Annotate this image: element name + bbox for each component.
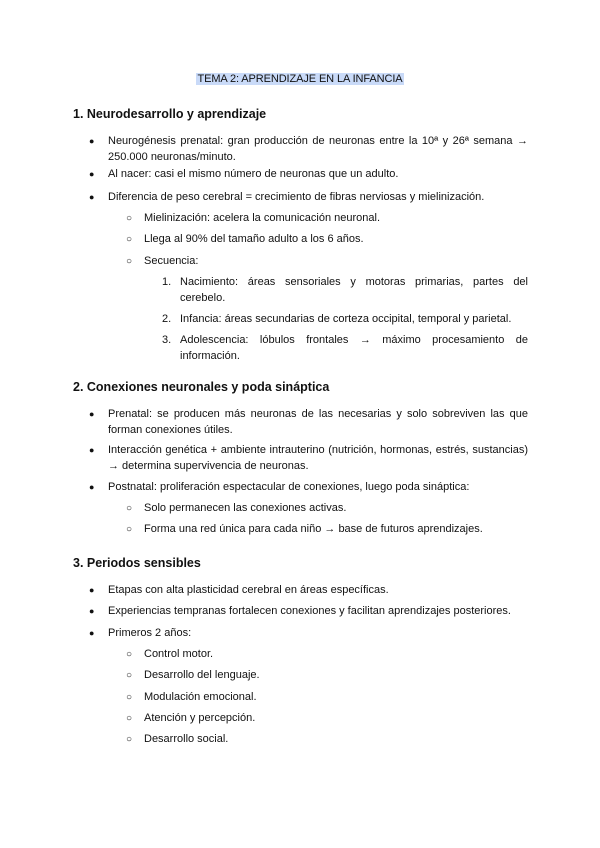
circle-marker: ○ <box>126 670 133 681</box>
section-1-heading: 1. Neurodesarrollo y aprendizaje <box>73 107 267 121</box>
circle-marker: ○ <box>126 713 133 724</box>
list-item: Al nacer: casi el mismo número de neuronas que un adulto. <box>108 168 399 180</box>
list-item: Control motor. <box>144 648 214 660</box>
list-number: 3. <box>162 334 172 346</box>
bullet-marker: ● <box>89 445 95 455</box>
bullet-marker: ● <box>89 482 95 492</box>
list-item: Diferencia de peso cerebral = crecimiento de fibras nerviosas y mielinización. <box>108 191 485 203</box>
circle-marker: ○ <box>126 213 133 224</box>
list-number: 1. <box>162 276 172 288</box>
list-item: Modulación emocional. <box>144 691 257 703</box>
bullet-marker: ● <box>89 136 95 146</box>
list-item: Llega al 90% del tamaño adulto a los 6 años. <box>144 233 364 245</box>
bullet-marker: ● <box>89 606 95 616</box>
circle-marker: ○ <box>126 234 133 245</box>
circle-marker: ○ <box>126 692 133 703</box>
list-item: Secuencia: <box>144 255 199 267</box>
list-item: Atención y percepción. <box>144 712 256 724</box>
list-item: Prenatal: se producen más neuronas de las necesarias y solo sobreviven las que forman conexiones útiles. <box>108 408 528 436</box>
page-title <box>0 72 600 88</box>
circle-marker: ○ <box>126 734 133 745</box>
list-item: Nacimiento: áreas sensoriales y motoras primarias, partes del cerebelo. <box>180 276 528 304</box>
circle-marker: ○ <box>126 524 133 535</box>
list-item: Desarrollo del lenguaje. <box>144 669 260 681</box>
circle-marker: ○ <box>126 649 133 660</box>
list-number: 2. <box>162 313 172 325</box>
bullet-marker: ● <box>89 628 95 638</box>
list-item: Postnatal: proliferación espectacular de conexiones, luego poda sináptica: <box>108 481 470 493</box>
section-2-heading: 2. Conexiones neuronales y poda sináptica <box>73 380 330 394</box>
list-item: Neurogénesis prenatal: gran producción de neuronas entre la 10ª y 26ª semana → 250.000 neuronas/minuto. <box>108 135 528 163</box>
list-item: Desarrollo social. <box>144 733 229 745</box>
list-item: Interacción genética + ambiente intrauterino (nutrición, hormonas, estrés, sustancias) → determina supervivencia de neuronas. <box>108 444 528 472</box>
bullet-marker: ● <box>89 169 95 179</box>
list-item: Etapas con alta plasticidad cerebral en áreas específicas. <box>108 584 389 596</box>
list-item: Primeros 2 años: <box>108 627 192 639</box>
page-title-text: TEMA 2: APRENDIZAJE EN LA INFANCIA <box>197 73 403 85</box>
list-item: Adolescencia: lóbulos frontales → máximo procesamiento de información. <box>180 334 528 362</box>
bullet-marker: ● <box>89 192 95 202</box>
circle-marker: ○ <box>126 256 133 267</box>
bullet-marker: ● <box>89 585 95 595</box>
list-item: Forma una red única para cada niño → base de futuros aprendizajes. <box>144 523 483 535</box>
list-item: Mielinización: acelera la comunicación neuronal. <box>144 212 381 224</box>
bullet-marker: ● <box>89 409 95 419</box>
list-item: Experiencias tempranas fortalecen conexiones y facilitan aprendizajes posteriores. <box>108 605 511 617</box>
list-item: Infancia: áreas secundarias de corteza occipital, temporal y parietal. <box>180 313 512 325</box>
circle-marker: ○ <box>126 503 133 514</box>
list-item: Solo permanecen las conexiones activas. <box>144 502 347 514</box>
section-3-heading: 3. Periodos sensibles <box>73 556 201 570</box>
